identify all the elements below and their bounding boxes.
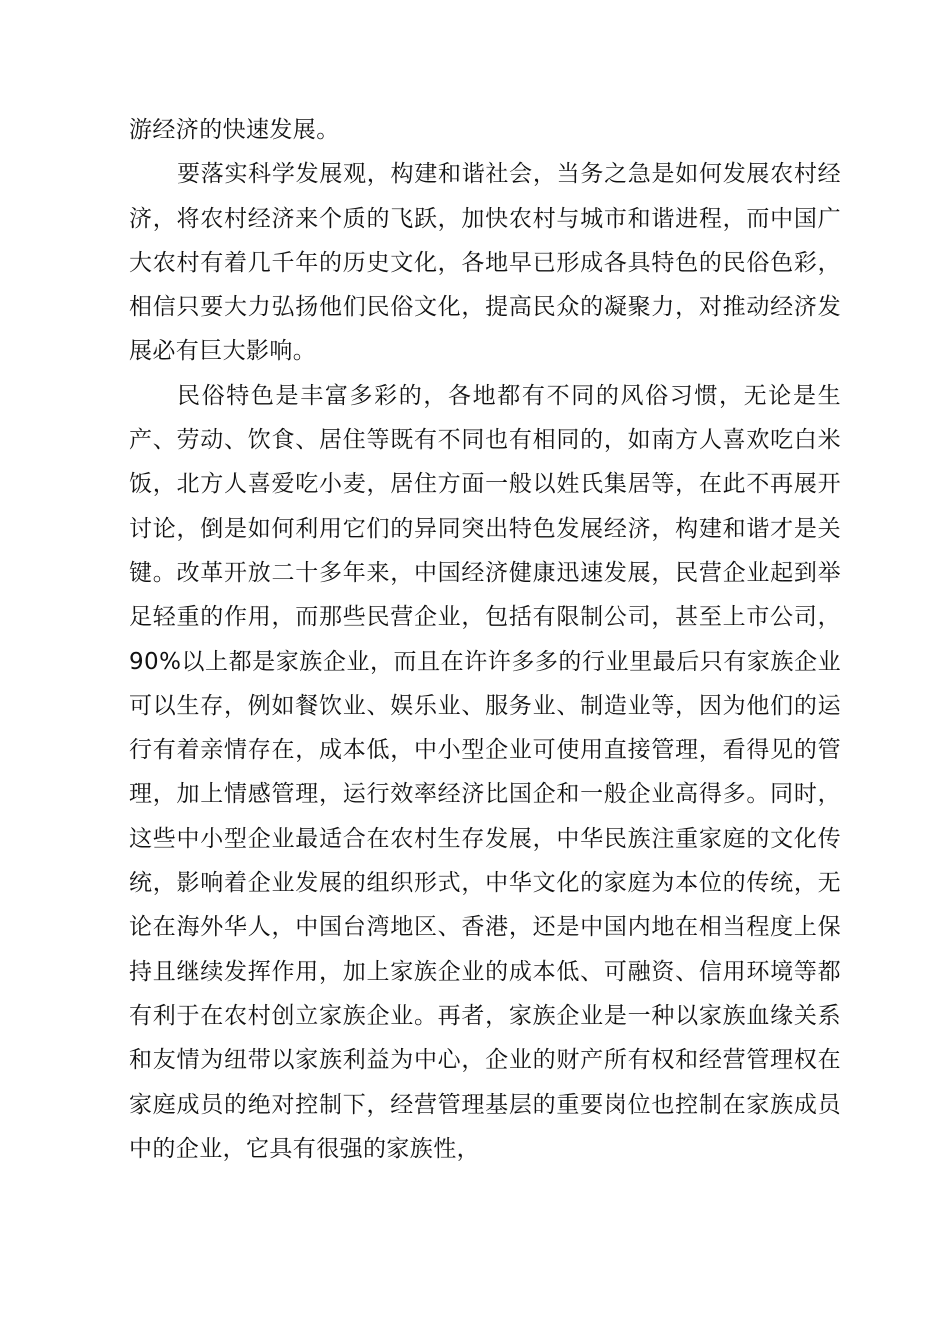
paragraph-folk-customs: 民俗特色是丰富多彩的，各地都有不同的风俗习惯，无论是生产、劳动、饮食、居住等既有不同也有相同的，如南方人喜欢吃白米饭，北方人喜爱吃小麦，居住方面一般以姓氏集居等，在此不再展开讨论，倒是如何利用它们的异同突出特色发展经济，构建和谐才是关键。改革开放二十多年来，中国经济健康迅速发展，民营企业起到举足轻重的作用，而那些民营企业，包括有限制公司，甚至上市公司，90%以上都是家族企业，而且在许许多多的行业里最后只有家族企业可以生存，例如餐饮业、娱乐业、服务业、制造业等，因为他们的运行有着亲情存在，成本低，中小型企业可使用直接管理，看得见的管理，加上情感管理，运行效率经济比国企和一般企业高得多。同时，这些中小型企业最适合在农村生存发展，中华民族注重家庭的文化传统，影响着企业发展的组织形式，中华文化的家庭为本位的传统，无论在海外华人，中国台湾地区、香港，还是中国内地在相当程度上保持且继续发挥作用，加上家族企业的成本低、可融资、信用环境等都有利于在农村创立家族企业。再者，家族企业是一种以家族血缘关系和友情为纽带以家族利益为中心，企业的财产所有权和经营管理权在家庭成员的绝对控制下，经营管理基层的重要岗位也控制在家族成员中的企业，它具有很强的家族性， [129,382,841,1162]
document-body [129,108,841,1171]
paragraph-scientific-development: 要落实科学发展观，构建和谐社会，当务之急是如何发展农村经济，将农村经济来个质的飞跃，加快农村与城市和谐进程，而中国广大农村有着几千年的历史文化，各地早已形成各具特色的民俗色彩，相信只要大力弘扬他们民俗文化，提高民众的凝聚力，对推动经济发展必有巨大影响。 [129,161,841,365]
paragraph-continuation: 游经济的快速发展。 [129,117,340,143]
